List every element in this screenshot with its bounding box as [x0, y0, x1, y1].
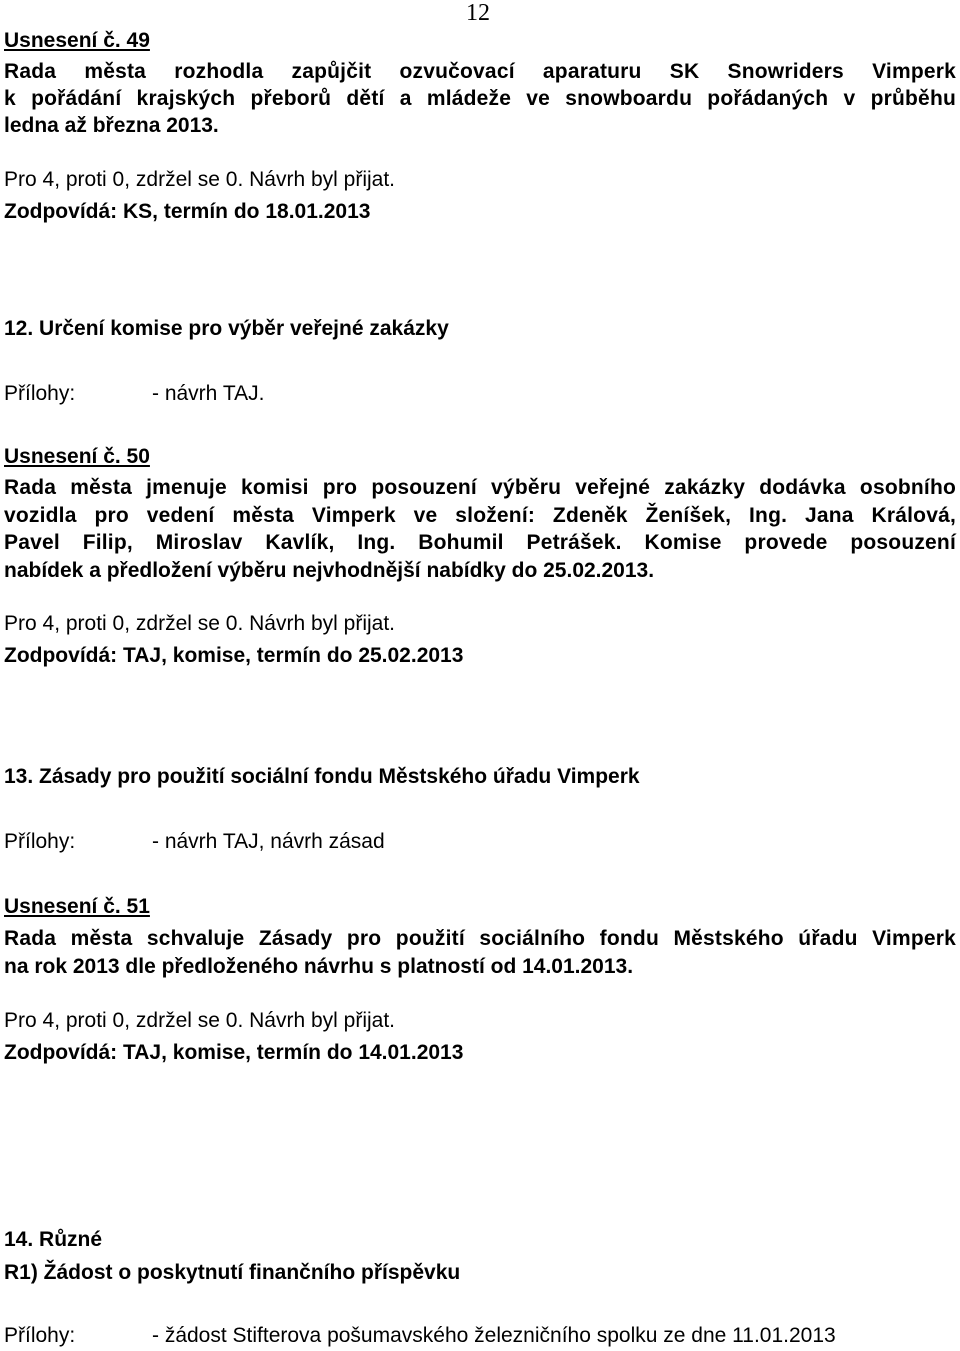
resolution-49-text-line-1: Rada města rozhodla zapůjčit ozvučovací aparaturu SK Snowriders Vimperk — [4, 60, 956, 83]
item-12-attachments — [4, 381, 264, 406]
resolution-50-text-line-2: vozidla pro vedení města Vimperk ve složení: Zdeněk Ženíšek, Ing. Jana Králová, — [4, 504, 956, 527]
resolution-51-text-line-2: na rok 2013 dle předloženého návrhu s platností od 14.01.2013. — [4, 955, 634, 978]
resolution-49-responsible: Zodpovídá: KS, termín do 18.01.2013 — [4, 200, 371, 223]
resolution-51-vote: Pro 4, proti 0, zdržel se 0. Návrh byl přijat. — [4, 1009, 395, 1032]
attachments-label: Přílohy: — [4, 1324, 76, 1347]
attachments-value: - návrh TAJ. — [152, 382, 265, 405]
attachments-label: Přílohy: — [4, 382, 76, 405]
resolution-50-text-line-3: Pavel Filip, Miroslav Kavlík, Ing. Bohumil Petrášek. Komise provede posouzení — [4, 531, 956, 554]
resolution-49-heading: Usnesení č. 49 — [4, 29, 150, 52]
resolution-49-vote: Pro 4, proti 0, zdržel se 0. Návrh byl přijat. — [4, 168, 395, 191]
page-number: 12 — [466, 0, 490, 26]
attachments-label: Přílohy: — [4, 830, 76, 853]
resolution-50-responsible: Zodpovídá: TAJ, komise, termín do 25.02.2013 — [4, 644, 464, 667]
attachments-value: - návrh TAJ, návrh zásad — [152, 830, 385, 853]
resolution-51-heading: Usnesení č. 51 — [4, 895, 150, 918]
resolution-50-vote: Pro 4, proti 0, zdržel se 0. Návrh byl přijat. — [4, 612, 395, 635]
resolution-49-text-line-2: k pořádání krajských přeborů dětí a mládeže ve snowboardu pořádaných v průběhu — [4, 87, 956, 110]
resolution-50-heading: Usnesení č. 50 — [4, 445, 150, 468]
item-13-attachments — [4, 829, 385, 854]
resolution-50-text-line-4: nabídek a předložení výběru nejvhodnější nabídky do 25.02.2013. — [4, 559, 655, 582]
item-12-title: 12. Určení komise pro výběr veřejné zakázky — [4, 317, 449, 340]
item-13-title: 13. Zásady pro použití sociální fondu Městského úřadu Vimperk — [4, 765, 640, 788]
item-14-attachments — [4, 1323, 836, 1348]
resolution-51-text-line-1: Rada města schvaluje Zásady pro použití sociálního fondu Městského úřadu Vimperk — [4, 927, 956, 950]
resolution-50-text-line-1: Rada města jmenuje komisi pro posouzení výběru veřejné zakázky dodávka osobního — [4, 476, 956, 499]
item-14-subtitle: R1) Žádost o poskytnutí finančního příspěvku — [4, 1261, 461, 1284]
resolution-51-responsible: Zodpovídá: TAJ, komise, termín do 14.01.2013 — [4, 1041, 464, 1064]
attachments-value: - žádost Stifterova pošumavského železničního spolku ze dne 11.01.2013 — [152, 1324, 836, 1347]
item-14-title: 14. Různé — [4, 1228, 103, 1251]
resolution-49-text-line-3: ledna až března 2013. — [4, 114, 219, 137]
